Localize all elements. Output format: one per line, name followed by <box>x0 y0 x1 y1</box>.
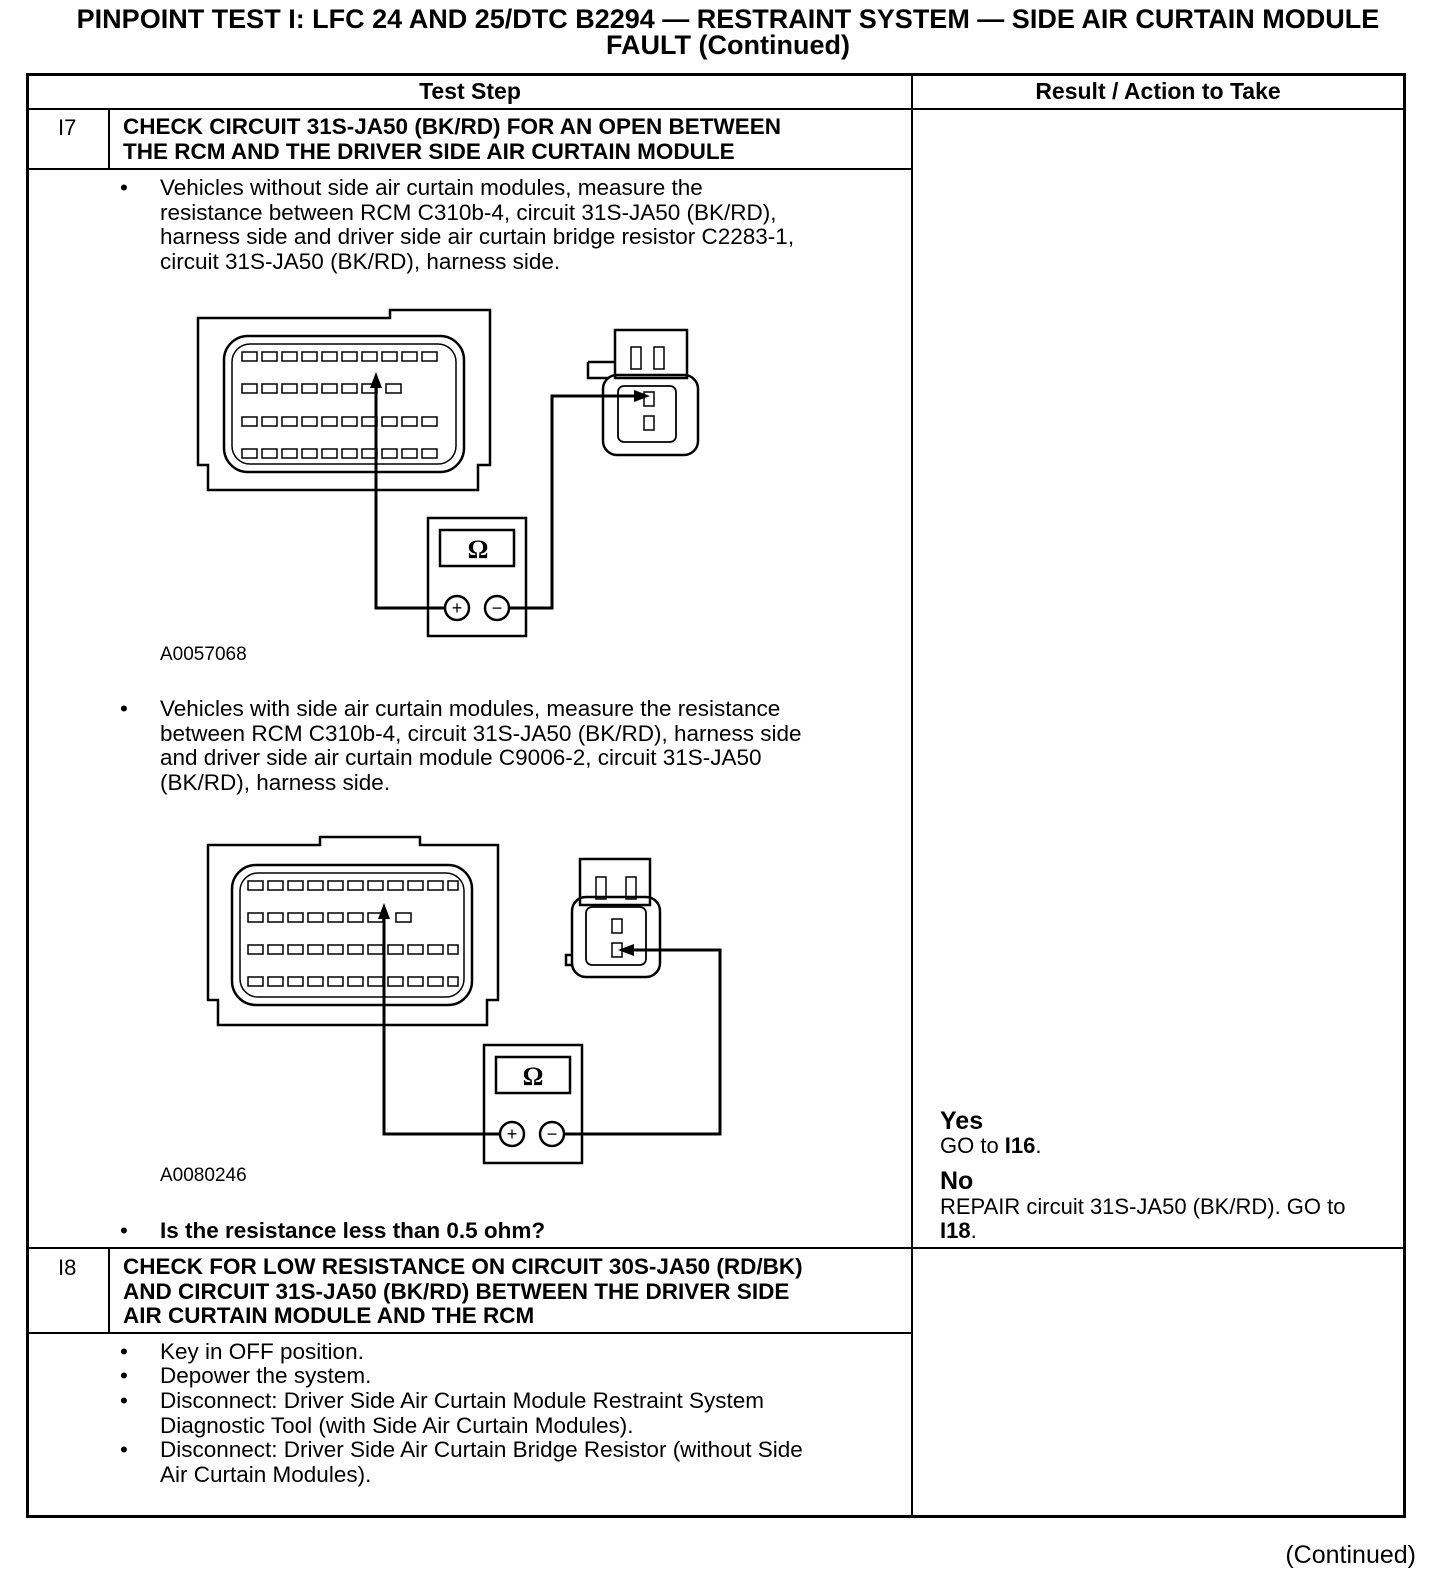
test-leads <box>376 385 640 608</box>
column-header-test-step: Test Step <box>419 78 521 104</box>
bullet-line: and driver side air curtain module C9006-2, circuit 31S-JA50 <box>160 745 762 770</box>
step-heading-i7 <box>123 115 903 164</box>
bullet-icon: • <box>120 1339 128 1364</box>
bullet-icon: • <box>120 1388 128 1413</box>
table-border-left <box>26 73 29 1518</box>
step-heading-i8-line-3: AIR CURTAIN MODULE AND THE RCM <box>123 1303 535 1328</box>
rcm-connector-shell <box>224 336 464 472</box>
column-divider <box>911 73 913 1518</box>
table-border-bottom <box>26 1515 1406 1518</box>
step-heading-i8-line-2: AND CIRCUIT 31S-JA50 (BK/RD) BETWEEN THE DRIVER SIDE <box>123 1278 790 1304</box>
step-id-divider-i8 <box>108 1247 110 1334</box>
bullet-line: between RCM C310b-4, circuit 31S-JA50 (BK/RD), harness side <box>160 720 802 746</box>
rcm-pin-grid <box>242 352 437 458</box>
row-divider-i8 <box>26 1247 1406 1249</box>
figure-id: A0080246 <box>160 1165 247 1186</box>
bullet-line: Vehicles without side air curtain modules, measure the <box>160 175 703 200</box>
bullet-line: Depower the system. <box>160 1363 372 1388</box>
step-id-i7: I7 <box>58 115 77 140</box>
svg-text:−: − <box>491 598 503 618</box>
bullet-line: Disconnect: Driver Side Air Curtain Module Restraint System <box>160 1388 764 1413</box>
result-no-action: REPAIR circuit 31S-JA50 (BK/RD). GO to I18. <box>940 1194 1346 1243</box>
rcm-pin-grid <box>248 881 458 986</box>
column-header-result: Result / Action to Take <box>1035 78 1281 104</box>
step-heading-i7-line-1: CHECK CIRCUIT 31S-JA50 (BK/RD) FOR AN OPEN BETWEEN <box>123 114 781 139</box>
goto-step-link[interactable]: I16 <box>1004 1133 1036 1158</box>
bullet-line: Vehicles with side air curtain modules, measure the resistance <box>160 696 781 721</box>
title-line-1: PINPOINT TEST I: LFC 24 AND 25/DTC B2294 — RESTRAINT SYSTEM — SIDE AIR CURTAIN MODULE <box>76 4 1380 34</box>
air-curtain-module-connector <box>566 859 660 977</box>
table-border-top <box>26 73 1406 76</box>
step-id-i8: I8 <box>58 1255 77 1280</box>
bullet-icon: • <box>120 175 128 200</box>
result-yes-label: Yes <box>940 1107 984 1135</box>
step-heading-i8 <box>123 1255 903 1329</box>
bullet-icon: • <box>120 1218 128 1243</box>
bullet-icon: • <box>120 1437 128 1462</box>
title-line-2: FAULT (Continued) <box>606 30 850 60</box>
page-title <box>0 6 1456 58</box>
bullet-icon: • <box>120 696 128 721</box>
ohm-symbol: Ω <box>467 535 489 564</box>
ohm-symbol: Ω <box>522 1062 544 1091</box>
bridge-resistor-connector <box>588 330 698 455</box>
bullet-line: Diagnostic Tool (with Side Air Curtain Modules). <box>160 1412 634 1438</box>
bullet-line: Air Curtain Modules). <box>160 1461 372 1487</box>
svg-text:+: + <box>451 598 463 618</box>
step-heading-divider-i8 <box>26 1332 912 1334</box>
bullet-line: Is the resistance less than 0.5 ohm? <box>160 1218 546 1243</box>
svg-text:−: − <box>546 1124 558 1144</box>
result-yes-action: GO to I16. <box>940 1133 1042 1158</box>
figure-id: A0057068 <box>160 644 247 665</box>
continued-label: (Continued) <box>1285 1541 1416 1569</box>
header-divider <box>26 108 1406 110</box>
bullet-icon: • <box>120 1363 128 1388</box>
svg-text:+: + <box>506 1124 518 1144</box>
step-heading-i8-line-1: CHECK FOR LOW RESISTANCE ON CIRCUIT 30S-JA50 (RD/BK) <box>123 1254 803 1279</box>
bullet-line: harness side and driver side air curtain bridge resistor C2283-1, <box>160 224 795 249</box>
bullet-line: Disconnect: Driver Side Air Curtain Bridge Resistor (without Side <box>160 1437 803 1462</box>
bullet-line: (BK/RD), harness side. <box>160 769 391 795</box>
result-no-label: No <box>940 1167 974 1195</box>
wiring-diagram-with-curtain-modules <box>200 835 730 1170</box>
step-heading-divider-i7 <box>26 168 912 170</box>
bullet-line: resistance between RCM C310b-4, circuit 31S-JA50 (BK/RD), <box>160 199 777 225</box>
step-heading-i7-line-2: THE RCM AND THE DRIVER SIDE AIR CURTAIN MODULE <box>123 138 735 164</box>
goto-step-link[interactable]: I18 <box>940 1218 971 1243</box>
bullet-line: circuit 31S-JA50 (BK/RD), harness side. <box>160 248 561 274</box>
table-border-right <box>1403 73 1406 1518</box>
step-id-divider-i7 <box>108 108 110 169</box>
wiring-diagram-without-curtain-modules <box>190 300 710 645</box>
bullet-line: Key in OFF position. <box>160 1339 364 1364</box>
